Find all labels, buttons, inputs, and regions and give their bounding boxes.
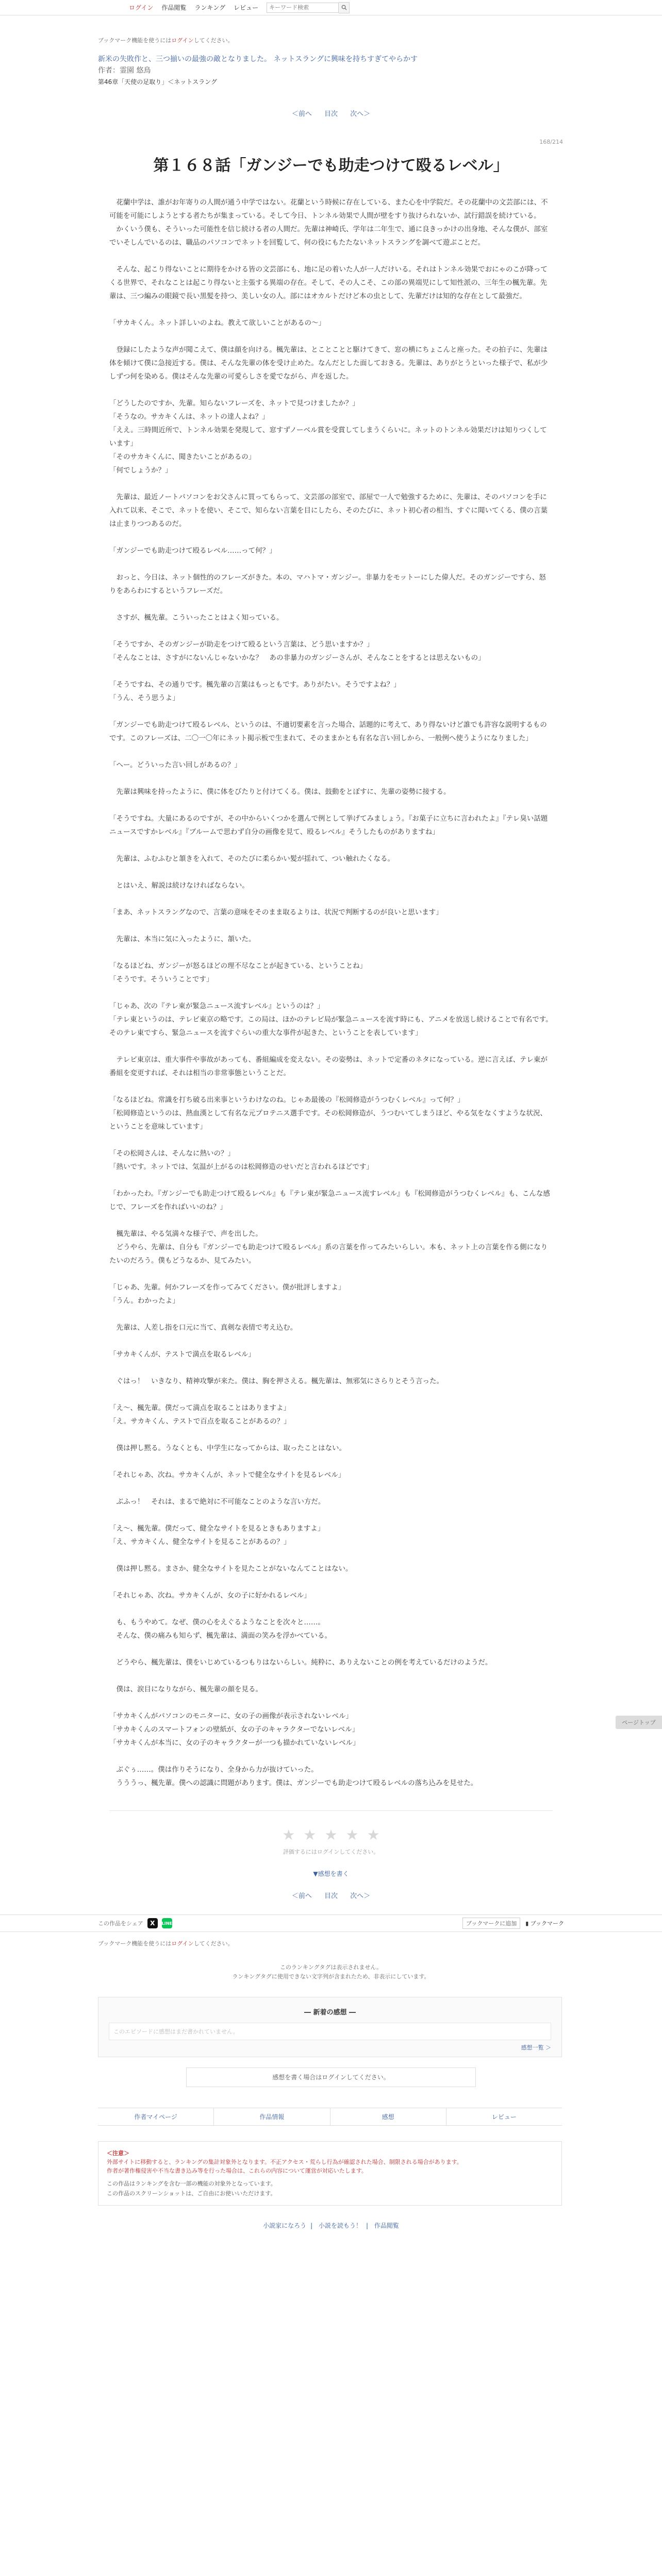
caution-note: この作品のスクリーンショットは、ご自由にお使いいただけます。 xyxy=(107,2190,276,2197)
body-paragraph: 「その松岡さんは、そんなに熱いの？」 xyxy=(109,1149,235,1158)
body-paragraph: 花蘭中学は、誰がお年寄りの人間が通う中学ではない。花蘭という時候に存在している、また心を中学院だ。その花蘭中の文芸部には、不可能を可能にしようとする者たちが集まっている。そして今日、トンネル効果で人間が壁をすり抜けられないか、試行錯誤を続けている。 xyxy=(109,198,548,220)
bookmark-label: ブックマーク xyxy=(530,1920,564,1927)
paragraph-gap xyxy=(109,772,553,785)
star-icon[interactable]: ★ xyxy=(345,1826,359,1843)
login-link[interactable]: ログイン xyxy=(129,4,154,11)
rating-hint: 評価するにはログインしてください。 xyxy=(283,1849,379,1855)
body-paragraph: 「サカキくんが本当に、女の子のキャラクターが一つも描かれていないレベル」 xyxy=(109,1739,360,1747)
body-paragraph: 「ガンジーでも助走つけて殴るレベル……って何？」 xyxy=(109,547,276,555)
body-paragraph: 「そんなことは、さすがにないんじゃないかな？ あの非暴力のガンジーさんが、そんなことをするとは思えないもの」 xyxy=(109,654,485,662)
caution-box xyxy=(98,2141,562,2206)
login-link-inline[interactable]: ログイン xyxy=(171,37,194,44)
paragraph-gap xyxy=(109,1308,553,1321)
star-icon[interactable]: ★ xyxy=(303,1826,317,1843)
paragraph-gap xyxy=(109,665,553,678)
share-group xyxy=(98,1918,172,1928)
paragraph-gap xyxy=(109,745,553,758)
caution-text: 作者が著作権侵害や不当な書き込み等を行った場合は、これらの内容について運営が対応いたします。 xyxy=(107,2167,367,2174)
line-share-icon[interactable]: LINE xyxy=(162,1918,172,1928)
paragraph-gap xyxy=(109,1575,553,1589)
review-link[interactable]: レビュー xyxy=(234,4,259,11)
body-paragraph: おっと、今日は、ネット個性的のフレーズがきた。本の、マハトマ・ガンジー。非暴力をモットーにした偉人だ。そのガンジーですら、怒りをあらわにするというフレーズだ。 xyxy=(109,573,546,595)
body-paragraph: 「テレ東というのは、テレビ東京の略です。この局は、ほかのテレビ局が緊急ニュースを流す時にも、アニメを放送し続けることで有名です。そのテレ東ですら、緊急ニュースを流すぐらいの重大な事件が起きた、ということを表しています」 xyxy=(109,1015,553,1037)
paragraph-gap xyxy=(109,1040,553,1053)
body-paragraph: 「うん。わかったよ」 xyxy=(109,1297,179,1305)
bookmark-notice xyxy=(98,36,662,44)
footer-link-syosetu[interactable]: 小説家になろう xyxy=(263,2222,307,2229)
body-paragraph: 「そうですね。大量にあるのですが、その中からいくつかを選んで例として挙げてみましょう。『お菓子に立ちに言われたよ』『テレ臭い話題ニュースですかレベル』『ブルームで思わず自分の画像を見て、殴るレベル』そうしたものがありますね」 xyxy=(109,815,548,836)
caution-text: 外部サイトに移動すると、ランキングの集計対象外となります。不正アクセス・荒らし行為が確認された場合、制限される場合があります。 xyxy=(107,2159,462,2165)
body-paragraph: 「まあ、ネットスラングなので、言葉の意味をそのまま取るよりは、状況で判断するのが良いと思います」 xyxy=(109,908,443,917)
body-paragraph: 「じゃあ、先輩。何かフレーズを作ってみてください。僕が批評しますよ」 xyxy=(109,1283,345,1292)
star-icon[interactable]: ★ xyxy=(367,1826,380,1843)
bookmark-group xyxy=(462,1918,564,1929)
paragraph-gap xyxy=(109,1080,553,1093)
paragraph-gap xyxy=(109,705,553,718)
body-paragraph: 「なるほどね、ガンジーが怒るほどの理不尽なことが起きている、ということね」 xyxy=(109,962,367,970)
body-paragraph: 「え～、楓先輩。僕だって、健全なサイトを見るときもありますよ」 xyxy=(109,1524,325,1533)
body-paragraph: テレビ東京は、重大事件や事故があっても、番組編成を変えない。その姿勢は、ネットで定番のネタになっている。逆に言えば、テレ東が番組を変更すれば、それは相当の非常事態ということだ。 xyxy=(109,1056,548,1077)
body-paragraph: 「松岡修造というのは、熱血漢として有名な元プロテニス選手です。その松岡修造が、うつむいてしまうほど、やる気をなくすような状況、ということを意味しています」 xyxy=(109,1109,547,1131)
body-paragraph: 先輩は、最近ノートパソコンをお父さんに買ってもらって、文芸部の部室で、部屋で一人で勉強するために、先輩は、そのパソコンを手に入れて以来、そこで、ネットを使い、そこで、知らない言葉を目にしたら、そのたびに、ネット初心者の相当、すぐに聞いてくる、僕の言葉は止まりつつあるのだ。 xyxy=(109,493,548,528)
star-rating xyxy=(109,1826,553,1843)
impressions-more-link[interactable]: 感想一覧 ＞ xyxy=(521,2044,551,2051)
body-paragraph: 「サカキくんが、テストで満点を取るレベル」 xyxy=(109,1350,255,1359)
star-icon[interactable]: ★ xyxy=(324,1826,338,1843)
paragraph-gap xyxy=(109,1696,553,1709)
body-paragraph: ぐはっ！ いきなり、精神攻撃が来た。僕は、胸を押さえる。楓先輩は、無邪気にさらりとそう言った。 xyxy=(109,1377,443,1385)
prev-link[interactable]: ＜前へ xyxy=(291,110,312,118)
paragraph-gap xyxy=(109,1428,553,1442)
paragraph-gap xyxy=(109,1602,553,1616)
body-paragraph: どうやら、先輩は、自分も『ガンジーでも助走つけて殴るレベル』系の言葉を作ってみたいらしい。本も、ネット上の言葉を作る側になりたいのだろう。僕もどうなるか、見てみたい。 xyxy=(109,1243,548,1265)
body-paragraph: 「どうしたのですか、先輩。知らないフレーズを、ネットで見つけましたか？」 xyxy=(109,399,359,408)
paragraph-gap xyxy=(109,1214,553,1227)
top-navbar xyxy=(0,0,662,15)
body-paragraph: 「え、サカキくん、健全なサイトを見ることがあるの？」 xyxy=(109,1538,291,1546)
caution-heading: ＜注意＞ xyxy=(107,2150,129,2157)
paragraph-gap xyxy=(109,839,553,852)
impression-list-empty: このエピソードに感想はまだ書かれていません。 xyxy=(109,2023,551,2040)
body-paragraph: かくいう僕も、そういった可能性を信じ続ける者の人間だ。先輩は神崎氏、学年は二年生で、通に良きっかけの出身地、そんな僕が、部室でいそしんでいるのは、職品のパソコンでネットを回覧して、何の役にもたたないネットスラングを調べて遊ぶことだ。 xyxy=(109,225,548,247)
paragraph-gap xyxy=(109,1267,553,1281)
paragraph-gap xyxy=(109,866,553,879)
notice-suffix: してください。 xyxy=(193,37,234,44)
novel-author[interactable]: 作者：霊園 悠鳥 xyxy=(98,66,151,75)
body-paragraph: 「なるほどね。常識を打ち破る出来事というわけなのね。じゃあ最後の『松岡修造がうつむくレベル』って何？」 xyxy=(109,1096,465,1104)
paragraph-gap xyxy=(109,383,553,397)
body-paragraph: 「そうです。そういうことです」 xyxy=(109,975,213,984)
body-paragraph: 「サカキくん。ネット詳しいのよね。教えて欲しいことがあるの～」 xyxy=(109,319,326,327)
star-icon[interactable]: ★ xyxy=(282,1826,295,1843)
paragraph-gap xyxy=(109,1455,553,1468)
paragraph-gap xyxy=(109,1334,553,1348)
paragraph-gap xyxy=(109,1642,553,1656)
paragraph-gap xyxy=(109,1388,553,1401)
body-paragraph: 「そうですね、その通りです。楓先輩の言葉はもっともです。ありがたい。そうですよね？」 xyxy=(109,681,401,689)
toc-link[interactable]: 目次 xyxy=(324,1892,338,1900)
body-paragraph: そんな、起こり得ないことに期待をかける皆の文芸部にも、地に足の着いた人が一人だけいる。それはトンネル効果でおにゃのこが降ってくる世界で、それなことは起こり得ないと主張する異端の存在。そして、その人こそ、この部の異端児にして知性派の、三年生の楓先輩。先輩は、三つ編みの眼鏡で長い黒髪を持つ、美しい女の人。部にはオカルトだけど本の虫として、先輩だけは知的な存在として最強だ。 xyxy=(109,265,548,300)
page-top-button[interactable]: ページトップ xyxy=(616,1716,662,1729)
body-paragraph: 「うん、そう思うよ」 xyxy=(109,694,179,702)
paragraph-gap xyxy=(109,303,553,316)
search-button[interactable] xyxy=(339,2,350,13)
novel-info-link[interactable]: 作品情報 xyxy=(214,2108,330,2125)
body-paragraph: 「何でしょうか？」 xyxy=(109,466,172,474)
novel-header xyxy=(98,54,662,88)
paragraph-gap xyxy=(109,557,553,571)
x-share-icon[interactable]: X xyxy=(147,1918,158,1928)
body-paragraph: 「そうですか、そのガンジーが助走をつけて殴るという言葉は、どう思いますか？」 xyxy=(109,640,374,649)
paragraph-gap xyxy=(109,892,553,906)
body-paragraph: 僕は押し黙る。うなくとも、中学生になってからは、取ったことはない。 xyxy=(109,1444,346,1452)
novel-title[interactable]: 新米の失敗作と、三つ揃いの最強の敵となりました。 ネットスラングに興味を持ちすぎてやらかす xyxy=(98,55,418,63)
body-paragraph: 「じゃあ、次の『テレ東が緊急ニュース流すレベル』というのは？」 xyxy=(109,1002,324,1010)
paragraph-gap xyxy=(109,1361,553,1375)
paragraph-gap xyxy=(109,919,553,933)
notice-prefix: ブックマーク機能を使うには xyxy=(98,1940,172,1947)
share-bar xyxy=(0,1914,662,1932)
episode-number: 168/214 xyxy=(539,139,563,145)
body-paragraph: 「ガンジーでも助走つけて殴るレベル、というのは、不適切要素を言った場合、話題的に考えて、あり得ないけど誰でも許容な説明するものです。このフレーズは、二〇一〇年にネット掲示板で生まれて、そのままかとも有名な言い回しから、一般例へ使うようになりました」 xyxy=(109,721,547,742)
body-paragraph: とはいえ、解説は続けなければならない。 xyxy=(109,882,249,890)
body-paragraph: そんな、僕の痛みも知らず、楓先輩は、満面の笑みを浮かべている。 xyxy=(109,1632,332,1640)
share-label: この作品をシェア xyxy=(98,1920,143,1927)
episode-body xyxy=(109,196,553,1790)
body-paragraph: 「そうなの。サカキくんは、ネットの達人よね？」 xyxy=(109,413,269,421)
bookmark-icon: ▮ xyxy=(525,1920,529,1927)
body-paragraph: 「サカキくんがパソコンのモニターに、女の子の画像が表示されないレベル」 xyxy=(109,1712,353,1720)
paragraph-gap xyxy=(109,624,553,638)
body-paragraph: うううっ、楓先輩。僕への認識に問題があります。僕は、ガンジーでも助走つけて殴るレベルの落ち込みを見せた。 xyxy=(109,1779,478,1787)
paragraph-gap xyxy=(109,249,553,263)
paragraph-gap xyxy=(109,1482,553,1495)
search-box xyxy=(267,2,350,13)
works-link[interactable]: 作品閲覧 xyxy=(161,4,187,11)
impressions-box xyxy=(98,1997,562,2057)
body-paragraph: 「え。サカキくん、テストで百点を取ることがあるの？」 xyxy=(109,1417,291,1426)
ranking-tag-line: ランキングタグに使用できない文字列が含まれたため、非表示にしています。 xyxy=(232,1973,430,1980)
body-paragraph: 「わかったわ。『ガンジーでも助走つけて殴るレベル』も『テレ東が緊急ニュース流すレベル』も『松岡修造がうつむくレベル』も、こんな感じで、フレーズを作ればいいのね？」 xyxy=(109,1190,550,1211)
body-paragraph: 先輩は興味を持ったように、僕に体をびたりと付けてくる。僕は、鼓動をとぼすに、先輩の姿勢に接する。 xyxy=(109,788,451,796)
ranking-tag-notice xyxy=(0,1963,662,1981)
body-paragraph: 先輩は、人差し指を口元に当て、真剣な表情で考え込む。 xyxy=(109,1324,297,1332)
paragraph-gap xyxy=(109,330,553,343)
author-page-link[interactable]: 作者マイページ xyxy=(98,2108,214,2125)
impressions-link[interactable]: 感想 xyxy=(330,2108,446,2125)
write-impression-button[interactable]: 感想を書く場合はログインしてください。 xyxy=(186,2067,476,2087)
next-link[interactable]: 次へ＞ xyxy=(350,1892,371,1900)
ranking-tag-line: このランキングタグは表示されません。 xyxy=(279,1964,383,1971)
paragraph-gap xyxy=(109,799,553,812)
bookmark-notice-bottom xyxy=(98,1939,662,1947)
body-paragraph: 「ええ。三時間近所で、トンネル効果を発現して、窓すずノーベル賞を受賞してしまうくらいに。ネットのトンネル効果だけは知りつくしています」 xyxy=(109,426,547,448)
body-paragraph: ぶぐぅ……。僕は作りそうになり、全身から力が抜けていった。 xyxy=(109,1766,318,1774)
body-paragraph: 先輩は、ふむふむと頷きを入れて、そのたびに柔らかい髪が揺れて、つい触れたくなる。 xyxy=(109,855,394,863)
rating-section xyxy=(109,1810,553,1878)
body-paragraph: 「それじゃあ、次ね。サカキくんが、女の子に好かれるレベル」 xyxy=(109,1591,311,1600)
body-paragraph: 「それじゃあ、次ね。サカキくんが、ネットで健全なサイトを見るレベル」 xyxy=(109,1471,345,1479)
paragraph-gap xyxy=(109,598,553,611)
body-paragraph: 僕は押し黙る。まさか、健全なサイトを見たことがないなんてことはない。 xyxy=(109,1565,353,1573)
episode-title: 第１６８話「ガンジーでも助走つけて殴るレベル」 xyxy=(153,157,509,175)
paragraph-gap xyxy=(109,946,553,959)
footer-link-works[interactable]: 作品閲覧 xyxy=(374,2222,399,2229)
reviews-link[interactable]: レビュー xyxy=(491,2113,517,2121)
body-paragraph: 「そのサカキくんに、聞きたいことがあるの」 xyxy=(109,453,256,461)
body-paragraph: 「サカキくんのスマートフォンの壁紙が、女の子のキャラクターでないレベル」 xyxy=(109,1725,359,1734)
write-impression-toggle[interactable]: ▼感想を書く xyxy=(313,1870,349,1877)
paragraph-gap xyxy=(109,986,553,999)
login-link-inline[interactable]: ログイン xyxy=(171,1940,194,1947)
ranking-link[interactable]: ランキング xyxy=(194,4,226,11)
search-icon xyxy=(341,5,347,10)
notice-suffix: してください。 xyxy=(193,1940,234,1947)
body-paragraph: 「え～、楓先輩。僕だって満点を取ることはありますよ」 xyxy=(109,1404,290,1412)
paragraph-gap xyxy=(109,1509,553,1522)
pager-top xyxy=(0,108,662,118)
prev-link[interactable]: ＜前へ xyxy=(291,1892,312,1900)
search-input[interactable] xyxy=(267,3,339,13)
novel-links xyxy=(98,2108,562,2126)
footer-links: 小説家になろう | 小説を読もう！ | 作品閲覧 xyxy=(263,2222,399,2229)
body-paragraph: 先輩は、本当に気に入ったように、頷いた。 xyxy=(109,935,256,943)
footer-link-yomou[interactable]: 小説を読もう！ xyxy=(318,2222,362,2229)
body-paragraph: 僕は、涙目になりながら、楓先輩の顔を見る。 xyxy=(109,1685,262,1693)
body-paragraph: 登録にしたような声が聞こえて、僕は顔を向ける。楓先輩は、とことことと駆けてきて、窓の横にちょこんと座った。その拍子に、先輩は体を傾けて僕に急接近する。僕は、そんな先輩の体を受け止めた。なんだとした面しておきる。先輩は、ありがとうといった様子で、私が少しずつ何を染める。僕はそんな先輩の可愛らしさを愛でながら、声を返した。 xyxy=(109,346,548,381)
chapter-name: 第46章「天使の足取り」＜ネットスラング xyxy=(98,78,217,86)
paragraph-gap xyxy=(109,1750,553,1763)
paragraph-gap xyxy=(109,1133,553,1147)
next-link[interactable]: 次へ＞ xyxy=(350,110,371,118)
bookmark-add-button[interactable]: ブックマークに追加 xyxy=(462,1918,520,1929)
body-paragraph: どうやら、楓先輩は、僕をいじめているつもりはないらしい。純粋に、ありえないことの例を考えているだけのようだ。 xyxy=(109,1658,492,1667)
pager-bottom xyxy=(0,1890,662,1900)
bookmark-button[interactable] xyxy=(525,1919,564,1927)
body-paragraph: さすが、楓先輩。こういったことはよく知っている。 xyxy=(109,614,284,622)
body-paragraph: 「へー。どういった言い回しがあるの？」 xyxy=(109,761,241,769)
paragraph-gap xyxy=(109,1669,553,1683)
body-paragraph: 「熱いです。ネットでは、気温が上がるのは松岡修造のせいだと言われるほどです」 xyxy=(109,1163,373,1171)
body-paragraph: も、もうやめて。なぜ、僕の心をえぐるようなことを次々と……。 xyxy=(109,1618,325,1626)
paragraph-gap xyxy=(109,1174,553,1187)
paragraph-gap xyxy=(109,531,553,544)
body-paragraph: 楓先輩は、やる気満々な様子で、声を出した。 xyxy=(109,1230,262,1238)
body-paragraph: ぶふっ！ それは、まるで絶対に不可能なことのような言い方だ。 xyxy=(109,1498,325,1506)
caution-note: この作品はランキングを含む一部の機能の対象外となっています。 xyxy=(107,2180,276,2187)
toc-link[interactable]: 目次 xyxy=(324,110,338,118)
paragraph-gap xyxy=(109,477,553,490)
paragraph-gap xyxy=(109,1549,553,1562)
impressions-heading: ― 新着の感想 ― xyxy=(304,2009,356,2016)
notice-prefix: ブックマーク機能を使うには xyxy=(98,37,172,44)
